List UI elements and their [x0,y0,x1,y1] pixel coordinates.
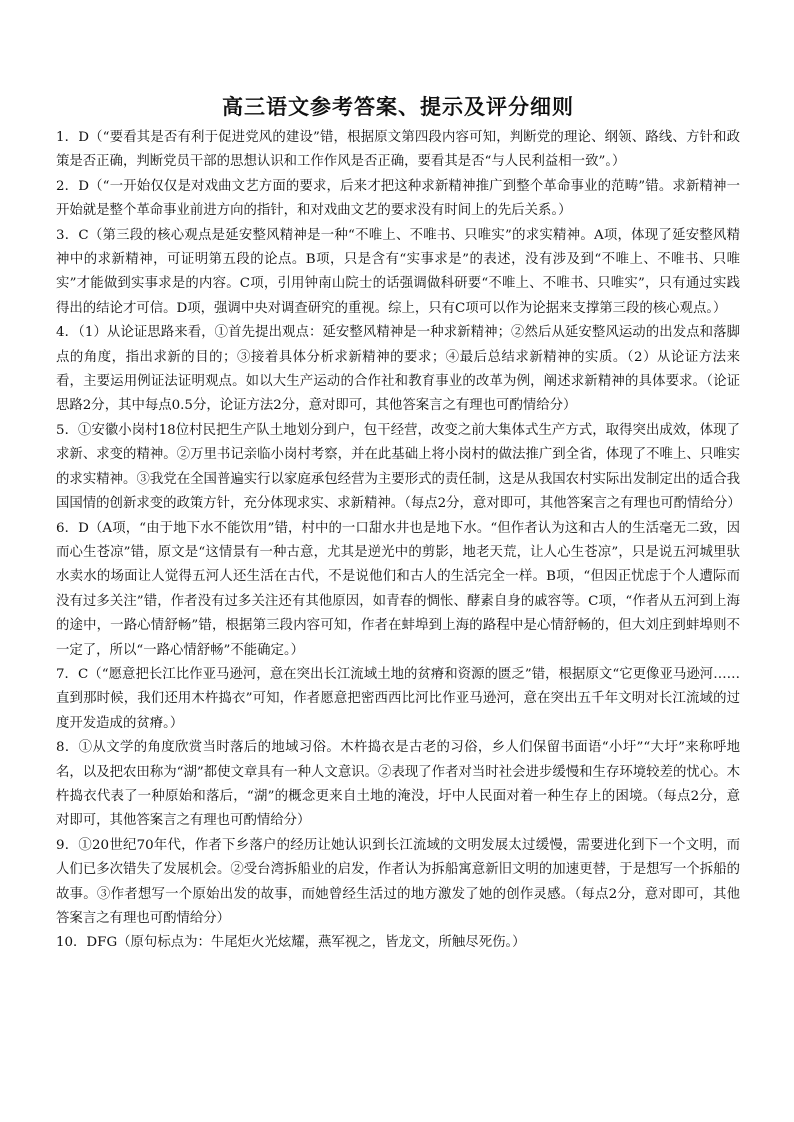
answer-item-5: 5．①安徽小岗村18位村民把生产队土地划分到户，包干经营，改变之前大集体式生产方式，取得突出成效，体现了求新、求变的精神。②万里书记亲临小岗村考察，并在此基础上将小岗村的做法推广到全省，体现了不唯上、只唯实的求实精神。③我党在全国普遍实行以家庭承包经营为主要形式的责任制，这是从我国农村实际出发制定出的适合我国国情的创新求变的政策方针，充分体现求实、求新精神。（每点2分，意对即可，其他答案言之有理也可酌情给分） [56,422,741,512]
answer-item-6: 6．D（A项，“由于地下水不能饮用”错，村中的一口甜水井也是地下水。“但作者认为这和古人的生活毫无二致，因而心生苍凉”错，原文是“这情景有一种古意，尤其是逆光中的剪影，地老天荒，让人心生苍凉”，只是说五河城里驮水卖水的场面让人觉得五河人还生活在古代，不是说他们和古人的生活完全一样。B项，“但因正忧虑于个人遭际而没有过多关注”错，作者没有过多关注还有其他原因，如青春的惆怅、酵素自身的戚容等。C项，“作者从五河到上海的途中，一路心情舒畅”错，根据第三段内容可知，作者在蚌埠到上海的路程中是心情舒畅的，但大刘庄到蚌埠则不一定了，所以“一路心情舒畅”不能确定。） [56,520,740,658]
answer-item-2: 2．D（“一开始仅仅是对戏曲文艺方面的要求，后来才把这种求新精神推广到整个革命事业的范畴”错。求新精神一开始就是整个革命事业前进方向的指针，和对戏曲文艺的要求没有时间上的先后关系。） [56,178,740,219]
answer-item-1: 1．D（“要看其是否有利于促进党风的建设”错，根据原文第四段内容可知，判断党的理论、纲领、路线、方针和政策是否正确，判断党员干部的思想认识和工作作风是否正确，要看其是否“与人民利益相一致”。） [56,130,740,170]
answer-item-3: 3．C（第三段的核心观点是延安整风精神是一种“不唯上、不唯书、只唯实”的求实精神。A项，体现了延安整风精神中的求新精神，可证明第五段的论点。B项，只是含有“实事求是”的表述，没有涉及到“不唯上、不唯书、只唯实”才能做到实事求是的内容。C项，引用钟南山院士的话强调做科研要“不唯上、不唯书、只唯实”，只有通过实践得出的结论才可信。D项，强调中央对调查研究的重视。综上，只有C项可以作为论据来支撑第三段的核心观点。） [56,227,740,316]
answer-item-8: 8．①从文学的角度欣赏当时落后的地域习俗。木杵捣衣是古老的习俗，乡人们保留书面语“小圩”“大圩”来称呼地名，以及把农田称为“湖”都使文章具有一种人文意识。②表现了作者对当时社会进步缓慢和生存环境较差的忧心。木杵捣衣代表了一种原始和落后，“湖”的概念更来自土地的淹没，圩中人民面对着一种生存上的困境。（每点2分，意对即可，其他答案言之有理也可酌情给分） [56,740,740,829]
answer-item-7: 7．C（“愿意把长江比作亚马逊河，意在突出长江流域土地的贫瘠和资源的匮乏”错，根据原文“它更像亚马逊河……直到那时候，我们还用木杵捣衣”可知，作者愿意把密西西比河比作亚马逊河，意在突出五千年文明对长江流域的过度开发造成的贫瘠。） [56,666,740,731]
answer-list [56,126,740,956]
answer-item-4: 4．（1）从论证思路来看，①首先提出观点：延安整风精神是一种求新精神；②然后从延安整风运动的出发点和落脚点的角度，指出求新的目的；③接着具体分析求新精神的要求；④最后总结求新精神的实质。（2）从论证方法来看，主要运用例证法证明观点。如以大生产运动的合作社和教育事业的改革为例，阐述求新精神的具体要求。（论证思路2分，其中每点0.5分，论证方法2分，意对即可，其他答案言之有理也可酌情给分） [56,325,740,414]
page-title: 高三语文参考答案、提示及评分细则 [222,95,574,119]
answer-item-10: 10．DFG（原句标点为：牛尾炬火光炫耀，燕军视之，皆龙文，所触尽死伤。） [56,935,526,951]
answer-item-9: 9．①20世纪70年代，作者下乡落户的经历让她认识到长江流域的文明发展太过缓慢，需要进化到下一个文明，而人们已多次错失了发展机会。②受台湾拆船业的启发，作者认为拆船寓意新旧文明的加速更替，于是想写一个拆船的故事。③作者想写一个原始出发的故事，而她曾经生活过的地方激发了她的创作灵感。（每点2分，意对即可，其他答案言之有理也可酌情给分） [56,837,740,926]
